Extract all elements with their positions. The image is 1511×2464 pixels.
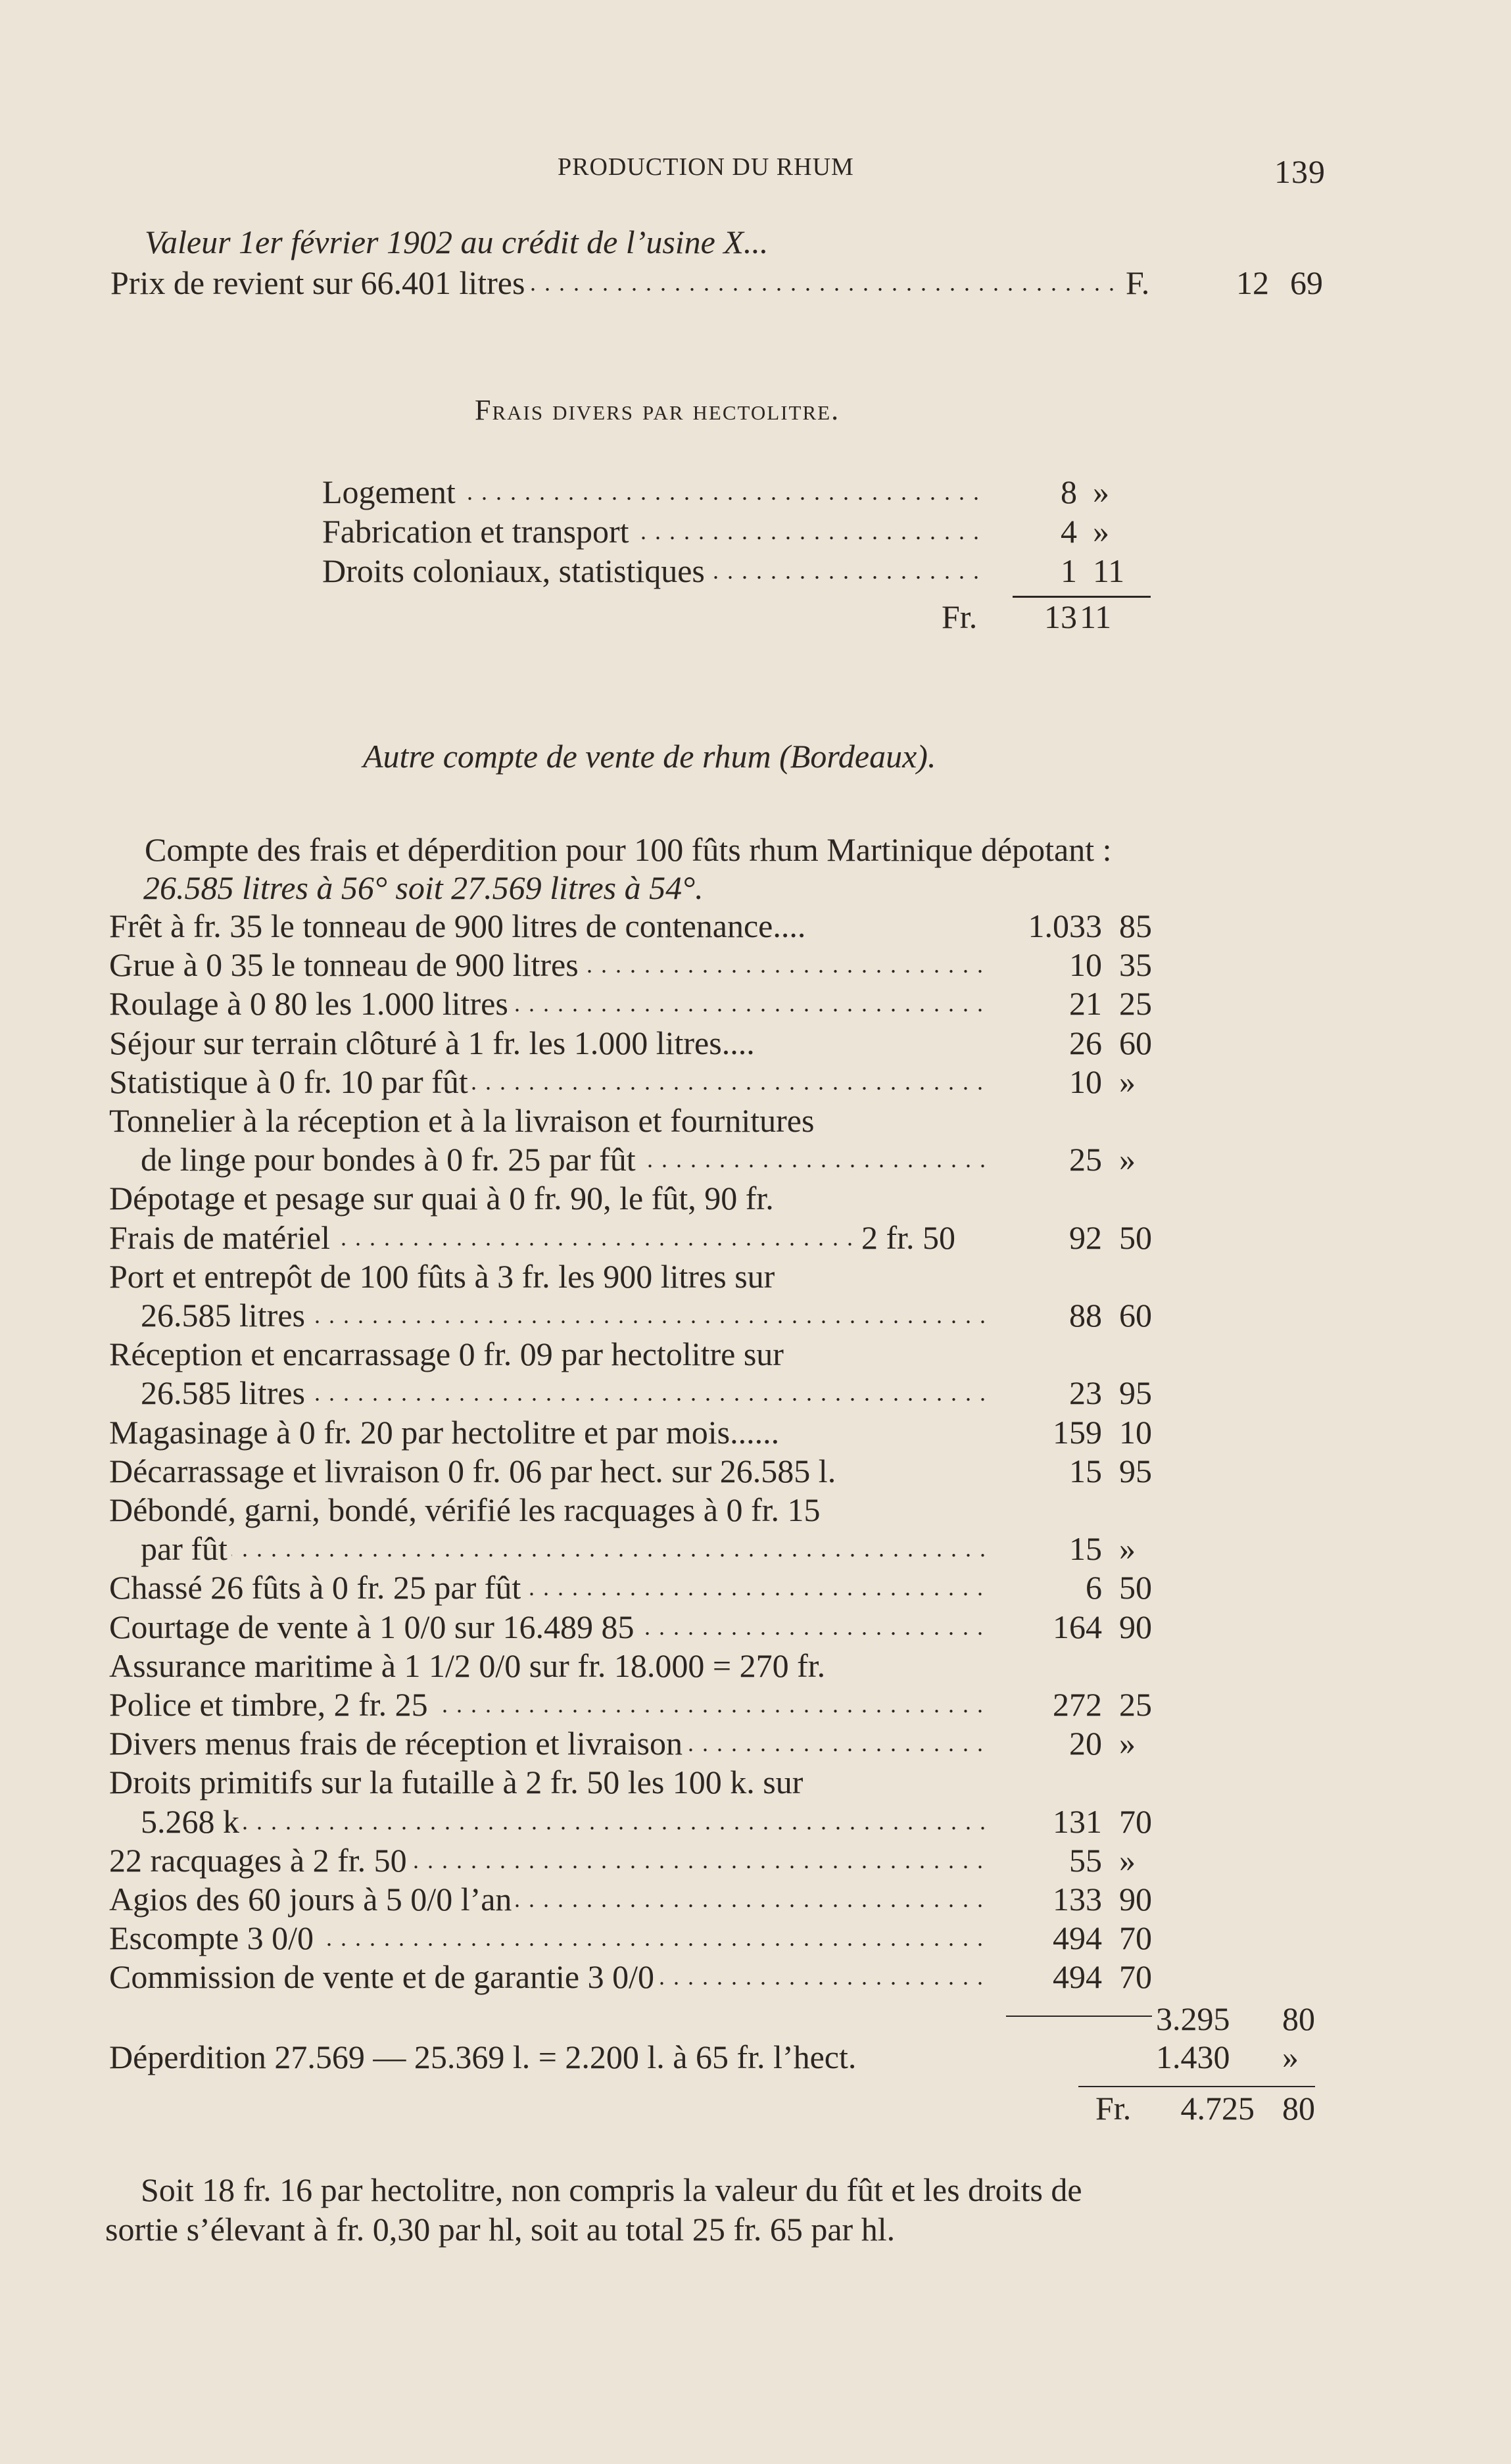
compte-row-dec: 90 — [1119, 1881, 1152, 1918]
intro-line-1: Valeur 1er février 1902 au crédit de l’usine X... — [145, 224, 769, 260]
compte-row-dec: 85 — [1119, 907, 1152, 944]
frais-item-label — [322, 551, 986, 591]
total-int: 4.725 — [1180, 2090, 1255, 2127]
compte-row-dec: » — [1119, 1063, 1136, 1100]
deperdition-int: 1.430 — [1156, 2039, 1230, 2075]
deperdition-dec: » — [1282, 2039, 1299, 2075]
conclusion-line-2: sortie s’élevant à fr. 0,30 par hl, soit au total 25 fr. 65 par hl. — [105, 2211, 896, 2248]
compte-row-dec: 95 — [1119, 1453, 1152, 1489]
compte-row-dec: 95 — [1119, 1374, 1152, 1411]
compte-row-dec: 10 — [1119, 1414, 1152, 1451]
compte-row-dec: » — [1119, 1842, 1136, 1879]
compte-row-text: Escompte 3 0/0 — [109, 1920, 318, 1956]
frais-item-text: Fabrication et transport — [322, 513, 633, 550]
frais-heading: Frais divers par hectolitre. — [475, 394, 840, 426]
intro-currency: F. — [1126, 264, 1150, 301]
compte-row-label — [109, 1218, 855, 1257]
frais-item-text: Droits coloniaux, statistiques — [322, 552, 709, 589]
frais-item-int: 1 — [1061, 552, 1077, 589]
compte-row-dec: 60 — [1119, 1025, 1152, 1061]
total-dec: 80 — [1282, 2090, 1315, 2127]
intro-line-2-label — [110, 263, 1123, 302]
intro-amount-int: 12 — [1236, 264, 1269, 301]
subtotal-int: 3.295 — [1156, 2000, 1230, 2037]
compte-row-text: Débondé, garni, bondé, vérifié les racquages à 0 fr. 15 — [109, 1491, 821, 1528]
compte-row-text: Divers menus frais de réception et livraison — [109, 1725, 686, 1762]
compte-row-label — [109, 1957, 986, 1996]
compte-row-text: Roulage à 0 80 les 1.000 litres — [109, 985, 512, 1022]
frais-item-int: 8 — [1061, 473, 1077, 510]
compte-row-int: 159 — [1053, 1414, 1102, 1451]
compte-row-text: par fût — [141, 1530, 231, 1567]
compte-row-dec: 70 — [1119, 1958, 1152, 1995]
compte-row-label — [141, 1529, 986, 1568]
compte-row-label — [109, 1062, 986, 1101]
compte-row-text: Dépotage et pesage sur quai à 0 fr. 90, le fût, 90 fr. — [109, 1180, 774, 1217]
compte-row-text: Grue à 0 35 le tonneau de 900 litres — [109, 946, 583, 983]
compte-row-text: Commission de vente et de garantie 3 0/0 — [109, 1958, 658, 1995]
compte-row-int: 23 — [1069, 1374, 1102, 1411]
frais-total-currency: Fr. — [942, 598, 978, 635]
compte-row-label — [109, 1607, 986, 1647]
compte-row-label — [109, 1568, 986, 1607]
compte-heading: Autre compte de vente de rhum (Bordeaux). — [363, 738, 936, 775]
compte-row-text: 22 racquages à 2 fr. 50 — [109, 1842, 411, 1879]
compte-row-int: 1.033 — [1028, 907, 1102, 944]
compte-row-text: Chassé 26 fûts à 0 fr. 25 par fût — [109, 1569, 525, 1606]
total-currency: Fr. — [1095, 2090, 1132, 2127]
compte-row-int: 15 — [1069, 1453, 1102, 1489]
compte-row-dec: 50 — [1119, 1569, 1152, 1606]
compte-row-int: 131 — [1053, 1803, 1102, 1840]
compte-row-int: 21 — [1069, 985, 1102, 1022]
compte-row-dec: » — [1119, 1530, 1136, 1567]
frais-total-dec: 11 — [1080, 598, 1112, 635]
compte-row-text: Courtage de vente à 1 0/0 sur 16.489 85 — [109, 1608, 638, 1645]
compte-row-int: 55 — [1069, 1842, 1102, 1879]
frais-item-int: 4 — [1061, 513, 1077, 550]
compte-row-text: Magasinage à 0 fr. 20 par hectolitre et par mois...... — [109, 1414, 780, 1451]
compte-row-int: 494 — [1053, 1958, 1102, 1995]
compte-row-dec: 25 — [1119, 1686, 1152, 1723]
compte-row-text: 26.585 litres — [141, 1297, 309, 1334]
compte-row-label — [109, 984, 986, 1023]
compte-row-text: Statistique à 0 fr. 10 par fût — [109, 1063, 472, 1100]
compte-row-int: 26 — [1069, 1025, 1102, 1061]
compte-row-label — [109, 1879, 986, 1919]
compte-row-text: Assurance maritime à 1 1/2 0/0 sur fr. 18.000 = 270 fr. — [109, 1647, 826, 1684]
compte-row-label — [109, 1918, 986, 1958]
compte-row-int: 494 — [1053, 1920, 1102, 1956]
compte-row-dec: 25 — [1119, 985, 1152, 1022]
compte-row-int: 164 — [1053, 1608, 1102, 1645]
compte-row-text: Frais de matériel — [109, 1219, 334, 1256]
intro-amount-dec: 69 — [1290, 264, 1323, 301]
compte-row-text: 26.585 litres — [141, 1374, 309, 1411]
compte-row-inline-amount: 2 fr. 50 — [861, 1219, 956, 1256]
compte-row-int: 6 — [1086, 1569, 1102, 1606]
compte-row-int: 25 — [1069, 1141, 1102, 1178]
frais-item-dec: 11 — [1093, 552, 1125, 589]
compte-row-dec: 70 — [1119, 1803, 1152, 1840]
compte-row-text: Séjour sur terrain clôturé à 1 fr. les 1.000 litres.... — [109, 1025, 755, 1061]
compte-row-label — [141, 1295, 986, 1335]
intro-line-2-text: Prix de revient sur 66.401 litres — [110, 264, 529, 301]
page-number: 139 — [1274, 153, 1326, 190]
compte-row-dec: 35 — [1119, 946, 1152, 983]
subtotal-rule — [1006, 2016, 1152, 2017]
compte-row-text: Tonnelier à la réception et à la livraison et fournitures — [109, 1102, 815, 1139]
frais-item-dec: » — [1093, 513, 1109, 550]
compte-row-text: Agios des 60 jours à 5 0/0 l’an — [109, 1881, 516, 1918]
compte-row-dec: 70 — [1119, 1920, 1152, 1956]
compte-row-label — [109, 1685, 986, 1724]
compte-row-text: Police et timbre, 2 fr. 25 — [109, 1686, 432, 1723]
frais-total-int: 13 — [1044, 598, 1077, 635]
conclusion-line-1: Soit 18 fr. 16 par hectolitre, non compris la valeur du fût et les droits de — [141, 2171, 1082, 2208]
compte-row-text: Décarrassage et livraison 0 fr. 06 par hect. sur 26.585 l. — [109, 1453, 836, 1489]
compte-row-label — [109, 1724, 986, 1763]
compte-row-text: Droits primitifs sur la futaille à 2 fr. 50 les 100 k. sur — [109, 1764, 803, 1800]
compte-row-int: 88 — [1069, 1297, 1102, 1334]
compte-row-int: 272 — [1053, 1686, 1102, 1723]
frais-item-label — [322, 512, 986, 551]
compte-intro-line-2: 26.585 litres à 56° soit 27.569 litres à 54°. — [143, 869, 704, 906]
compte-intro-line-1: Compte des frais et déperdition pour 100 fûts rhum Martinique dépotant : — [145, 831, 1112, 868]
compte-row-text: 5.268 k — [141, 1803, 243, 1840]
frais-item-label — [322, 472, 986, 512]
deperdition-label: Déperdition 27.569 — 25.369 l. = 2.200 l. à 65 fr. l’hect. — [109, 2039, 857, 2075]
compte-row-int: 92 — [1069, 1219, 1102, 1256]
frais-item-text: Logement — [322, 473, 460, 510]
compte-row-label — [141, 1140, 986, 1179]
compte-row-int: 10 — [1069, 1063, 1102, 1100]
compte-row-label — [141, 1373, 986, 1413]
compte-row-label — [109, 1841, 986, 1880]
running-header: PRODUCTION DU RHUM — [558, 153, 854, 181]
total-rule — [1078, 2086, 1315, 2087]
compte-row-label — [109, 945, 986, 984]
compte-row-dec: 60 — [1119, 1297, 1152, 1334]
compte-row-int: 15 — [1069, 1530, 1102, 1567]
compte-row-int: 133 — [1053, 1881, 1102, 1918]
compte-row-text: Frêt à fr. 35 le tonneau de 900 litres de contenance.... — [109, 907, 806, 944]
compte-row-dec: » — [1119, 1141, 1136, 1178]
compte-row-dec: 90 — [1119, 1608, 1152, 1645]
compte-row-text: Port et entrepôt de 100 fûts à 3 fr. les 900 litres sur — [109, 1258, 775, 1295]
compte-row-dec: » — [1119, 1725, 1136, 1762]
compte-row-int: 10 — [1069, 946, 1102, 983]
compte-row-dec: 50 — [1119, 1219, 1152, 1256]
compte-row-text: de linge pour bondes à 0 fr. 25 par fût — [141, 1141, 640, 1178]
frais-item-dec: » — [1093, 473, 1109, 510]
compte-row-int: 20 — [1069, 1725, 1102, 1762]
compte-row-text: Réception et encarrassage 0 fr. 09 par hectolitre sur — [109, 1336, 784, 1372]
compte-row-label — [141, 1802, 986, 1841]
subtotal-dec: 80 — [1282, 2000, 1315, 2037]
